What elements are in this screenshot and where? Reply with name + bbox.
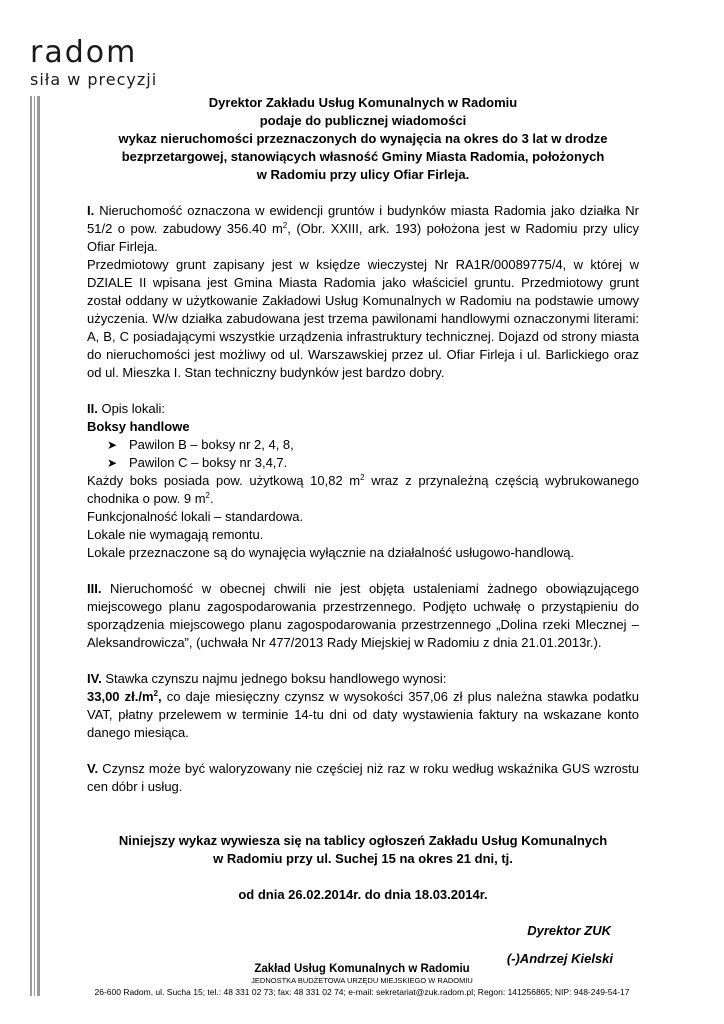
section-2-area: Każdy boks posiada pow. użytkową 10,82 $m^2$ wraz z przynależną częścią wybrukowanego chodnika o pow. 9 $m^2$. — [87, 473, 639, 506]
page-footer — [0, 962, 724, 998]
header-line: w Radomiu przy ulicy Ofiar Firleja. — [256, 167, 470, 182]
section-2-line: Funkcjonalność lokali – standardowa. — [87, 509, 304, 524]
section-4-intro: IV. Stawka czynszu najmu jednego boksu handlowego wynosi: — [87, 671, 447, 686]
notice-line: w Radomiu przy ul. Suchej 15 na okres 21 dni, tj. — [213, 851, 513, 866]
arrow-bullet-icon: ➤ — [107, 456, 118, 470]
section-5-paragraph: V. Czynsz może być waloryzowany nie częściej niż raz w roku według wskaźnika GUS wzrostu cen dóbr i usług. — [87, 761, 639, 794]
section-number: I. — [87, 203, 95, 218]
signature-title: Dyrektor ZUK — [527, 923, 611, 938]
list-item: ➤ Pawilon C – boksy nr 3,4,7. — [107, 455, 288, 470]
document-body — [87, 94, 639, 968]
section-number: V. — [87, 761, 99, 776]
section-number: III. — [87, 581, 102, 596]
document-header — [87, 94, 639, 184]
header-line: bezprzetargowej, stanowiących własność Gminy Miasta Radomia, położonych — [121, 149, 605, 164]
decorative-side-bars — [30, 96, 40, 996]
header-line: podaje do publicznej wiadomości — [259, 113, 467, 128]
notice-line: Niniejszy wykaz wywiesza się na tablicy ogłoszeń Zakładu Usług Komunalnych — [118, 833, 608, 848]
radom-logo — [30, 35, 158, 90]
section-2-line: Lokale nie wymagają remontu. — [87, 527, 264, 542]
section-2-line: Lokale przeznaczone są do wynajęcia wyłącznie na działalność usługowo-handlową. — [87, 545, 575, 560]
list-item: ➤ Pawilon B – boksy nr 2, 4, 8, — [107, 437, 294, 452]
logo-wordmark: radom — [30, 35, 138, 70]
section-1-paragraph-1: I. Nieruchomość oznaczona w ewidencji gruntów i budynków miasta Radomia jako działka Nr 51/2 o pow. zabudowy 356.40 $m^2$, (Obr. XXIII, ark. 193) położona jest w Radomiu przy ulicy Ofiar Firleja. — [87, 203, 639, 254]
footer-contact: 26-600 Radom, ul. Sucha 15; tel.: 48 331 02 73; fax: 48 331 02 74; e-mail: sekretariat@zuk.radom.pl; Regon: 141256865; NIP: 948-249-54-17 — [94, 987, 630, 997]
rent-rate: 33,00 $zł./m^2$, — [87, 689, 162, 704]
section-number: II. — [87, 401, 98, 416]
footer-subtitle: JEDNOSTKA BUDŻETOWA URZĘDU MIEJSKIEGO W RADOMIU — [251, 976, 473, 985]
arrow-bullet-icon: ➤ — [107, 438, 118, 452]
section-3-paragraph: III. Nieruchomość w obecnej chwili nie jest objęta ustaleniami żadnego obowiązującego miejscowego planu zagospodarowania przestrzennego. Podjęto uchwałę o przystąpieniu do sporządzenia miejscowego planu zagospodarowania przestrzennego „Dolina rzeki Mlecznej – Aleksandrowicza”, (uchwała Nr 477/2013 Rady Miejskiej w Radomiu z dnia 21.01.2013r.). — [87, 581, 639, 650]
notice-dates: od dnia 26.02.2014r. do dnia 18.03.2014r. — [238, 887, 488, 902]
footer-organization: Zakład Usług Komunalnych w Radomiu — [254, 963, 470, 975]
section-2-heading: Boksy handlowe — [87, 419, 190, 434]
header-line: wykaz nieruchomości przeznaczonych do wynajęcia na okres do 3 lat w drodze — [118, 131, 608, 146]
section-4-paragraph: 33,00 $zł./m^2$, co daje miesięczny czynsz w wysokości 357,06 zł plus należna stawka podatku VAT, płatny przelewem w terminie 14-tu dni od daty wystawienia faktury na wskazane konto danego miesiąca. — [87, 689, 639, 740]
section-1-paragraph-2: Przedmiotowy grunt zapisany jest w księdze wieczystej Nr RA1R/00089775/4, w której w DZIALE II wpisana jest Gmina Miasta Radomia jako właściciel gruntu. Przedmiotowy grunt został oddany w użytkowanie Zakładowi Usług Komunalnych w Radomiu na podstawie umowy użyczenia. W/w działka zabudowana jest trzema pawilonami handlowymi oznaczonymi literami: A, B, C posiadającymi wszystkie urządzenia infrastruktury technicznej. Dojazd od strony miasta do nieruchomości jest możliwy od ul. Warszawskiej przez ul. Ofiar Firleja i ul. Barlickiego oraz od ul. Mieszka I. Stan techniczny budynków jest bardzo dobry. — [87, 257, 639, 380]
signature-name: (-)Andrzej Kielski — [506, 951, 613, 966]
header-line: Dyrektor Zakładu Usług Komunalnych w Radomiu — [208, 95, 518, 110]
logo-tagline: siła w precyzji — [30, 70, 158, 89]
section-2-intro: II. Opis lokali: — [87, 401, 166, 416]
section-number: IV. — [87, 671, 102, 686]
pavilion-list — [87, 436, 639, 472]
